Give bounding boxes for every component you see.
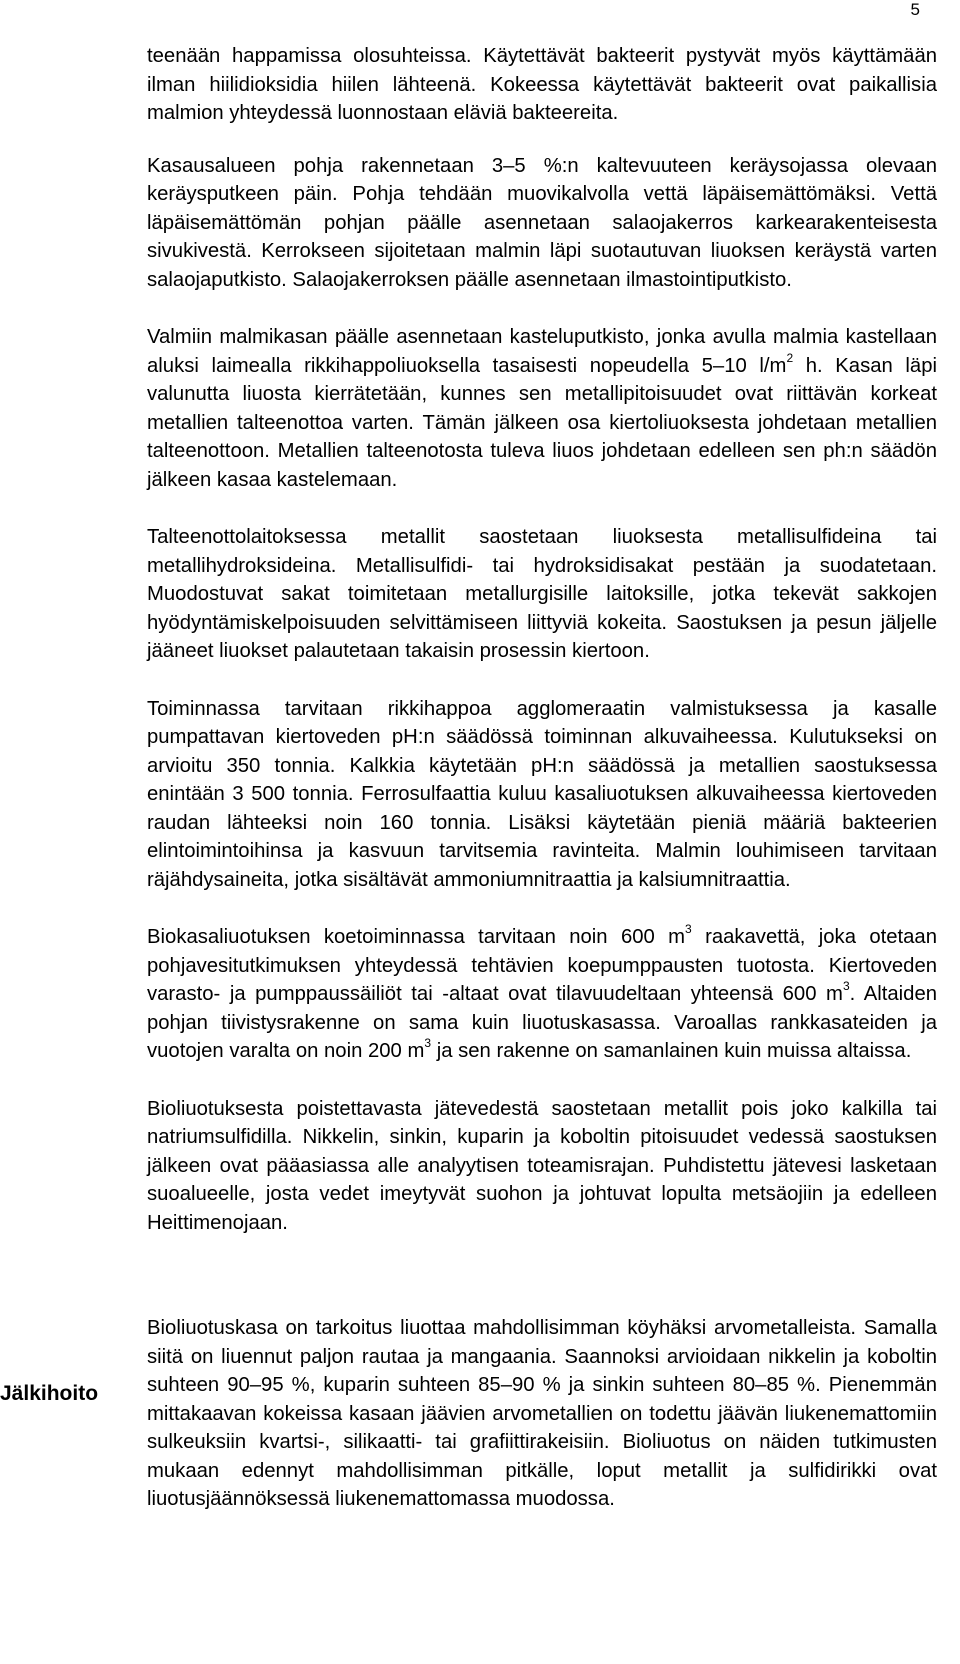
- water-superscript-1: 3: [685, 922, 692, 937]
- paragraph-bacteria: teenään happamissa olosuhteissa. Käytettävät bakteerit pystyvät myös käyttämään ilman hiilidioksidia hiilen lähteenä. Kokeessa käytettävät bakteerit ovat paikallisia malmion yhteydessä luonnostaan eläviä bakteereita.: [147, 45, 937, 124]
- page-number: 5: [910, 0, 920, 19]
- paragraph-recovery-plant: Talteenottolaitoksessa metallit saostetaan liuoksesta metallisulfideina tai metallihydroksideina. Metallisulfidi- tai hydroksidisakat pestään ja suodatetaan. Muodostuvat sakat toimitetaan metallurgisille laitoksille, jotka tekevät sakkojen hyödyntämiskelpoisuuden selvittämiseen liittyviä kokeita. Saostuksen ja pesun jäljelle jääneet liuokset palautetaan takaisin prosessin kiertoon.: [147, 526, 937, 662]
- paragraph-water: [147, 923, 937, 1066]
- section-heading-jalkihoito: Jälkihoito: [0, 1382, 99, 1405]
- water-text-3: . Altaiden pohjan tiivistysrakenne on sama kuin liuotuskasassa. Varoallas rankkasateiden ja vuotojen varalta on noin 200 m: [147, 983, 938, 1062]
- water-superscript-3: 3: [424, 1036, 432, 1051]
- paragraph-aftercare: Bioliuotuskasa on tarkoitus liuottaa mahdollisimman köyhäksi arvometalleista. Samalla siitä on liuennut paljon rautaa ja mangaania. Saannoksi arvioidaan nikkelin ja koboltin suhteen 90–95 %, kuparin suhteen 85–90 % ja sinkin suhteen 80–85 %. Pienemmän mittakaavan kokeissa kasaan jäävien arvometallien on todettu jäävän liukenemattomiin sulkeuksiin kvartsi-, silikaatti- tai grafiittirakeisiin. Bioliuotus on näiden tutkimusten mukaan edennyt mahdollisimman pitkälle, loput metallit ja sulfidirikki ovat liuotusjäännöksessä liukenemattomassa muodossa.: [147, 1317, 937, 1510]
- paragraph-chemicals: Toiminnassa tarvitaan rikkihappoa agglomeraatin valmistuksessa ja kasalle pumpattavan kiertoveden pH:n säädössä toiminnan alkuvaiheessa. Kulutukseksi on arvioitu 350 tonnia. Kalkkia käytetään pH:n säädössä ja metallien saostuksessa enintään 3 500 tonnia. Ferrosulfaattia kuluu kasaliuotuksen alkuvaiheessa kiertoveden raudan lähteeksi noin 160 tonnia. Lisäksi käytetään pieniä määriä bakteerien elintoimintoihinsa ja kasvuun tarvitsemia ravinteita. Malmin louhimiseen tarvitaan räjähdysaineita, jotka sisältävät ammoniumnitraattia ja kalsiumnitraattia.: [147, 697, 937, 891]
- water-text-1: Biokasaliuotuksen koetoiminnassa tarvitaan noin 600 m: [147, 926, 686, 948]
- paragraph-wastewater: Bioliuotuksesta poistettavasta jätevedestä saostetaan metallit pois joko kalkilla tai natriumsulfidilla. Nikkelin, sinkin, kuparin ja koboltin pitoisuudet vedessä saostuksen jälkeen ovat pääasiassa alle analyytisen toteamisrajan. Puhdistettu jätevesi lasketaan suoalueelle, josta vedet imeytyvät suohon ja johtuvat lopulta metsäojiin ja edelleen Heittimenojaan.: [147, 1097, 937, 1234]
- water-superscript-2: 3: [842, 979, 850, 994]
- body-text: [147, 42, 937, 1514]
- irrigation-text-2: h. Kasan läpi valunutta liuosta kierrätetään, kunnes sen metallipitoisuudet ovat riittävän korkeat metallien talteenottoa varten. Tämän jälkeen osa kiertoliuoksesta johdetaan metallien talteenottoon. Metallien talteenotosta tuleva liuos johdetaan edelleen sen ph:n säädön jälkeen kasaa kastelemaan.: [147, 354, 937, 491]
- irrigation-superscript: 2: [786, 350, 794, 365]
- water-text-2: raakavettä, joka otetaan pohjavesitutkimuksen yhteydessä tehtävien koepumppausten tuotosta. Kiertoveden varasto- ja pumppaussäiliöt tai -altaat ovat tilavuudeltaan yhteensä 600 m: [147, 926, 937, 1005]
- paragraph-heap-base: Kasausalueen pohja rakennetaan 3–5 %:n kaltevuuteen keräysojassa olevaan keräysputkeen päin. Pohja tehdään muovikalvolla vettä läpäisemättömäksi. Vettä läpäisemättömän pohjan päälle asennetaan salaojakerros karkearakenteisesta sivukivestä. Kerrokseen sijoitetaan malmin läpi suotautuvan liuoksen keräystä varten salaojaputkisto. Salaojakerroksen päälle asennetaan ilmastointiputkisto.: [147, 154, 937, 291]
- paragraph-irrigation: [147, 323, 937, 494]
- irrigation-text-1: Valmiin malmikasan päälle asennetaan kasteluputkisto, jonka avulla malmia kastellaan aluksi laimealla rikkihappoliuoksella tasaisesti nopeudella 5–10 l/m: [147, 326, 937, 377]
- water-text-4: ja sen rakenne on samanlainen kuin muissa altaissa.: [431, 1040, 912, 1062]
